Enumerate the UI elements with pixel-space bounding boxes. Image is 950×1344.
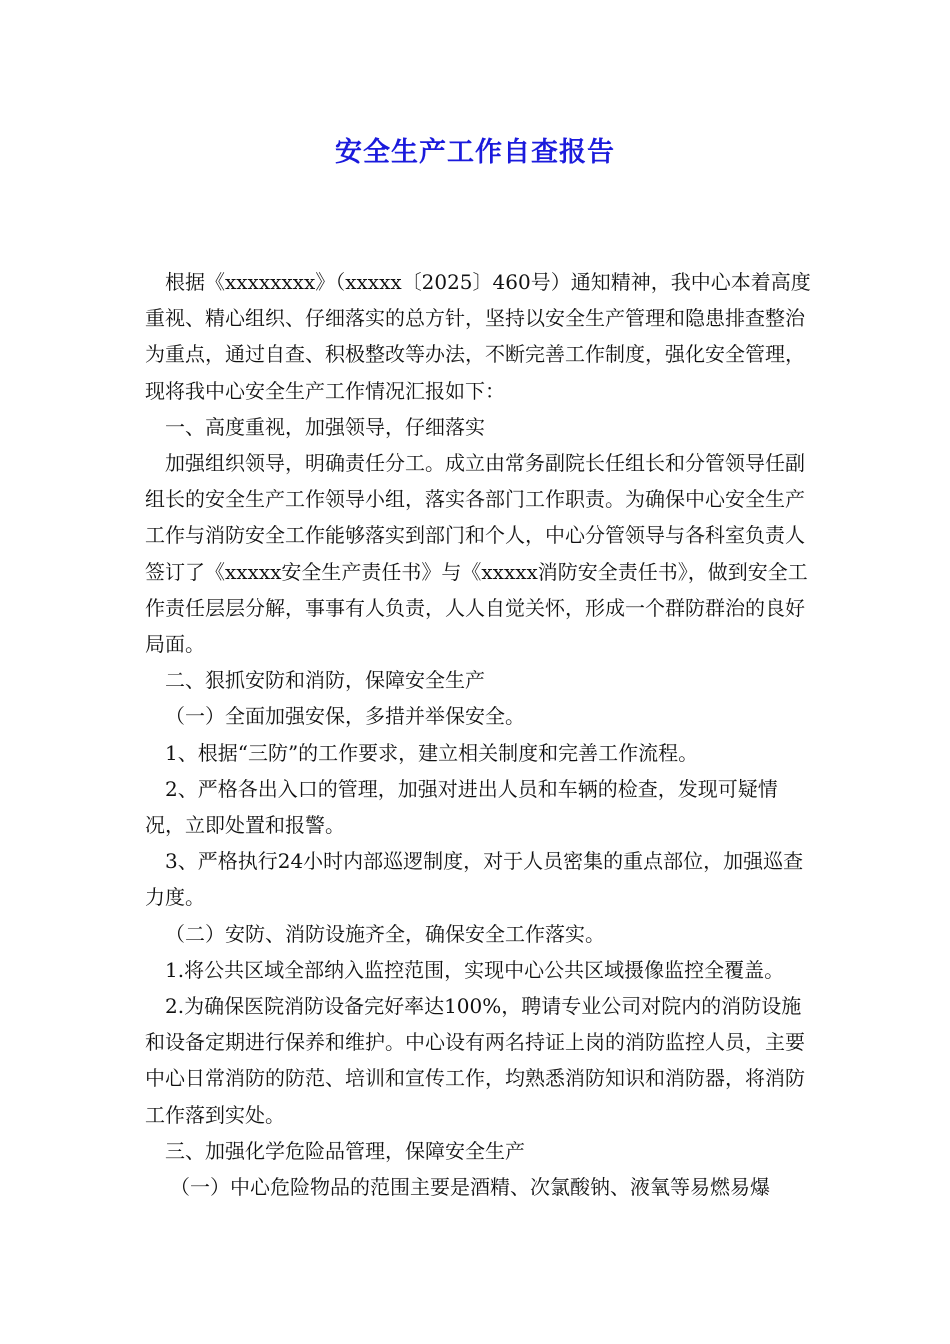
subsection-heading-3-1: （一）中心危险物品的范围主要是酒精、次氯酸钠、液氧等易燃易爆	[170, 1175, 770, 1200]
list-item-2-2-2: 2.为确保医院消防设备完好率达100%，聘请专业公司对院内的消防设施和设备定期进行保养和维护。中心设有两名持证上岗的消防监控人员，主要中心日常消防的防范、培训和宣传工作，均熟悉消防知识和消防器，将消防工作落到实处。	[145, 994, 805, 1127]
section-heading-1: 一、高度重视，加强领导，仔细落实	[165, 414, 485, 439]
subsection-heading-2-2: （二）安防、消防设施齐全，确保安全工作落实。	[165, 921, 605, 946]
document-body	[145, 264, 813, 1205]
paragraph-section-1: 加强组织领导，明确责任分工。成立由常务副院长任组长和分管领导任副组长的安全生产工作领导小组，落实各部门工作职责。为确保中心安全生产工作与消防安全工作能够落实到部门和个人，中心分管领导与各科室负责人签订了《xxxxx安全生产责任书》与《xxxxx消防安全责任书》，做到安全工作责任层层分解，事事有人负责，人人自觉关怀，形成一个群防群治的良好局面。	[145, 451, 808, 657]
list-item-2-1-2: 2、严格各出入口的管理，加强对进出人员和车辆的检查，发现可疑情况，立即处置和报警。	[145, 776, 778, 838]
paragraph-intro: 根据《xxxxxxxx》（xxxxx〔2025〕460号）通知精神，我中心本着高度重视、精心组织、仔细落实的总方针，坚持以安全生产管理和隐患排查整治为重点，通过自查、积极整改等办法，不断完善工作制度，强化安全管理，现将我中心安全生产工作情况汇报如下：	[145, 270, 811, 403]
list-item-2-1-1: 1、根据“三防”的工作要求，建立相关制度和完善工作流程。	[165, 740, 699, 765]
section-heading-3: 三、加强化学危险品管理，保障安全生产	[165, 1138, 525, 1163]
section-heading-2: 二、狠抓安防和消防，保障安全生产	[165, 668, 485, 693]
list-item-2-1-3: 3、严格执行24小时内部巡逻制度，对于人员密集的重点部位，加强巡查力度。	[145, 849, 804, 910]
document-title: 安全生产工作自查报告	[335, 137, 615, 168]
list-item-2-2-1: 1.将公共区域全部纳入监控范围，实现中心公共区域摄像监控全覆盖。	[165, 957, 785, 982]
subsection-heading-2-1: （一）全面加强安保，多措并举保安全。	[165, 704, 525, 729]
